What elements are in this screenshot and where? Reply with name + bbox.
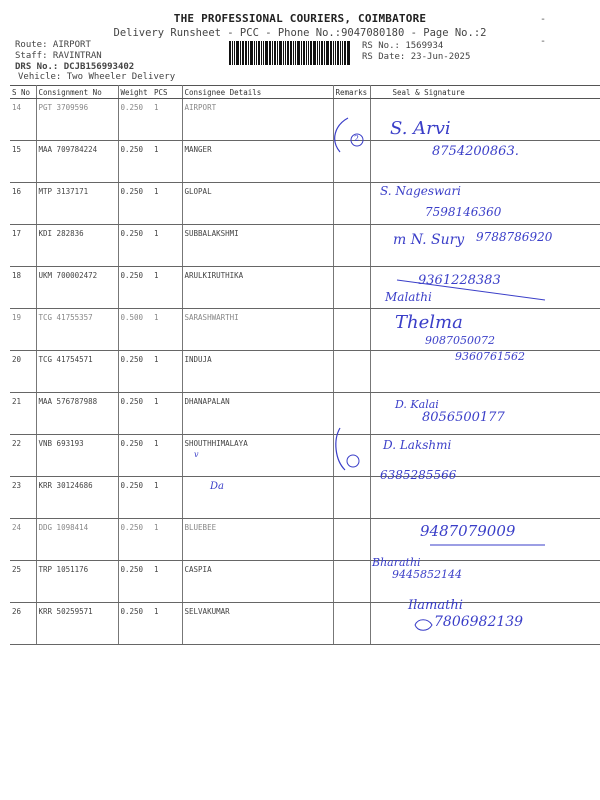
- col-remarks: Remarks: [333, 86, 370, 99]
- initials-row-23: Da: [210, 481, 224, 492]
- cell-weight: 0.250: [118, 519, 152, 561]
- cell-pcs: 1: [152, 225, 182, 267]
- phone-row-25: 9445852144: [392, 568, 462, 581]
- signature-row-15: S. Arvi: [390, 118, 451, 139]
- cell-sno: 17: [10, 225, 36, 267]
- cell-pcs: 1: [152, 267, 182, 309]
- cell-consignment-no: KDI 282836: [36, 225, 118, 267]
- cell-weight: 0.250: [118, 603, 152, 645]
- cell-weight: 0.250: [118, 225, 152, 267]
- cell-sno: 22: [10, 435, 36, 477]
- cell-consignee: INDUJA: [182, 351, 333, 393]
- drs-number: DRS No.: DCJB156993402: [15, 62, 135, 72]
- runsheet-subtitle: Delivery Runsheet - PCC - Phone No.:9047080180 - Page No.:2: [113, 27, 487, 39]
- cell-consignee: SHOUTHHIMALAYA: [182, 435, 333, 477]
- cell-weight: 0.500: [118, 309, 152, 351]
- phone-row-17: 9788786920: [476, 230, 553, 244]
- signature-row-25: Bharathi: [372, 556, 421, 569]
- cell-consignee: ARULKIRUTHIKA: [182, 267, 333, 309]
- cell-sno: 21: [10, 393, 36, 435]
- cell-consignment-no: VNB 693193: [36, 435, 118, 477]
- cell-consignee: GLOPAL: [182, 183, 333, 225]
- cell-pcs: 1: [152, 393, 182, 435]
- cell-pcs: 1: [152, 183, 182, 225]
- cell-consignment-no: DDG 1098414: [36, 519, 118, 561]
- cell-sno: 23: [10, 477, 36, 519]
- cell-sno: 18: [10, 267, 36, 309]
- cell-consignee: DHANAPALAN: [182, 393, 333, 435]
- phone-row-18: 9361228383: [418, 273, 501, 288]
- col-consignment: Consignment No: [36, 86, 118, 99]
- phone-row-24: 9487079009: [420, 522, 516, 540]
- cell-sno: 24: [10, 519, 36, 561]
- company-title: THE PROFESSIONAL COURIERS, COIMBATORE: [173, 12, 427, 25]
- cell-consignee: SUBBALAKSHMI: [182, 225, 333, 267]
- cell-pcs: 1: [152, 519, 182, 561]
- rs-number: RS No.: 1569934: [362, 41, 444, 51]
- signature-row-18: Malathi: [385, 290, 432, 304]
- phone-row-16: 7598146360: [425, 205, 502, 219]
- remarks-mark: 2: [354, 134, 360, 143]
- cell-weight: 0.250: [118, 561, 152, 603]
- cell-consignment-no: TCG 41755357: [36, 309, 118, 351]
- phone-row-20: 9360761562: [455, 350, 525, 363]
- cell-consignee: AIRPORT: [182, 99, 333, 141]
- cell-pcs: 1: [152, 477, 182, 519]
- cell-pcs: 1: [152, 561, 182, 603]
- cell-sno: 15: [10, 141, 36, 183]
- phone-row-26: 7806982139: [434, 614, 524, 630]
- cell-weight: 0.250: [118, 267, 152, 309]
- signature-row-19: Thelma: [395, 312, 463, 333]
- cell-weight: 0.250: [118, 183, 152, 225]
- cell-pcs: 1: [152, 435, 182, 477]
- mark-row-22: v: [194, 450, 199, 459]
- col-weight: Weight: [118, 86, 152, 99]
- cell-consignment-no: KRR 50259571: [36, 603, 118, 645]
- cell-sno: 16: [10, 183, 36, 225]
- phone-row-21: 8056500177: [422, 410, 505, 425]
- phone-row-23: 6385285566: [380, 468, 457, 482]
- cell-weight: 0.250: [118, 351, 152, 393]
- cell-consignment-no: PGT 3709596: [36, 99, 118, 141]
- cell-consignment-no: MTP 3137171: [36, 183, 118, 225]
- cell-consignment-no: KRR 30124686: [36, 477, 118, 519]
- cell-pcs: 1: [152, 309, 182, 351]
- cell-pcs: 1: [152, 603, 182, 645]
- col-consignee: Consignee Details: [182, 86, 333, 99]
- phone-row-15: 8754200863.: [432, 144, 519, 159]
- cell-pcs: 1: [152, 141, 182, 183]
- cell-sno: 26: [10, 603, 36, 645]
- corner-mark: -: [540, 36, 547, 47]
- phone-row-19: 9087050072: [425, 334, 495, 347]
- col-seal-signature: Seal & Signature: [370, 86, 600, 99]
- cell-pcs: 1: [152, 351, 182, 393]
- signature-row-21: D. Kalai: [395, 398, 439, 411]
- vehicle-label: Vehicle: Two Wheeler Delivery: [18, 72, 176, 82]
- cell-weight: 0.250: [118, 99, 152, 141]
- col-pcs: PCS: [152, 86, 182, 99]
- rs-date: RS Date: 23-Jun-2025: [362, 52, 471, 62]
- cell-weight: 0.250: [118, 393, 152, 435]
- cell-sno: 14: [10, 99, 36, 141]
- signature-row-16: S. Nageswari: [380, 184, 462, 198]
- cell-consignee: BLUEBEE: [182, 519, 333, 561]
- cell-consignment-no: TCG 41754571: [36, 351, 118, 393]
- cell-consignee: SARASHWARTHI: [182, 309, 333, 351]
- corner-mark: -: [540, 14, 547, 25]
- signature-row-26: Ilamathi: [408, 598, 463, 613]
- cell-consignment-no: TRP 1051176: [36, 561, 118, 603]
- cell-consignment-no: MAA 709784224: [36, 141, 118, 183]
- cell-sno: 19: [10, 309, 36, 351]
- signature-row-17: m N. Sury: [393, 232, 465, 248]
- cell-pcs: 1: [152, 99, 182, 141]
- cell-consignee: CASPIA: [182, 561, 333, 603]
- signature-row-22: D. Lakshmi: [383, 438, 452, 452]
- cell-sno: 20: [10, 351, 36, 393]
- route-label: Route: AIRPORT: [15, 40, 91, 50]
- cell-weight: 0.250: [118, 477, 152, 519]
- cell-sno: 25: [10, 561, 36, 603]
- cell-consignment-no: UKM 700002472: [36, 267, 118, 309]
- cell-weight: 0.250: [118, 141, 152, 183]
- col-sno: S No: [10, 86, 36, 99]
- cell-weight: 0.250: [118, 435, 152, 477]
- cell-consignment-no: MAA 576787988: [36, 393, 118, 435]
- staff-label: Staff: RAVINTRAN: [15, 51, 102, 61]
- cell-consignee: SELVAKUMAR: [182, 603, 333, 645]
- cell-consignee: MANGER: [182, 141, 333, 183]
